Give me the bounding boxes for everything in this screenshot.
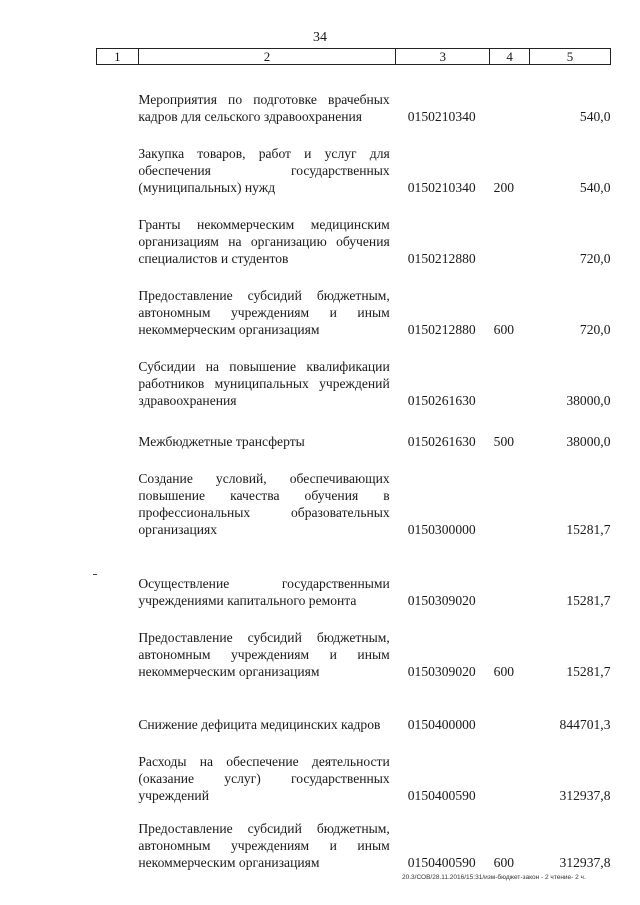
table-row xyxy=(97,450,611,538)
row-amount: 38000,0 xyxy=(566,392,611,408)
row-expense-type xyxy=(490,338,530,409)
table-row xyxy=(97,125,611,196)
row-expense-type xyxy=(490,196,530,267)
table-row xyxy=(97,680,611,733)
row-amount: 720,0 xyxy=(579,321,611,337)
row-name: Предоставление субсидий бюджетным, автономным учреждениям и иным некоммерческим организациям xyxy=(138,629,390,679)
row-amount: 15281,7 xyxy=(566,521,611,537)
row-name: Предоставление субсидий бюджетным, автономным учреждениям и иным некоммерческим организациям xyxy=(138,820,390,870)
row-amount: 38000,0 xyxy=(566,433,611,449)
table-header-row xyxy=(97,49,611,65)
row-expense-type: 200 xyxy=(493,179,515,195)
stray-mark xyxy=(93,574,97,575)
row-expense-type: 600 xyxy=(493,663,515,679)
row-name: Создание условий, обеспечивающих повышение качества обучения в профессиональных образовательных организациях xyxy=(138,470,390,537)
row-name: Мероприятия по подготовке врачебных кадров для сельского здравоохранения xyxy=(138,91,390,124)
row-name: Закупка товаров, работ и услуг для обеспечения государственных (муниципальных) нужд xyxy=(138,145,390,195)
table-row xyxy=(97,267,611,338)
row-expense-type xyxy=(490,65,530,125)
row-code: 0150210340 xyxy=(407,108,476,124)
row-index-cell xyxy=(97,733,139,804)
row-amount: 312937,8 xyxy=(559,854,611,870)
row-code: 0150309020 xyxy=(407,663,476,679)
row-name: Субсидии на повышение квалификации работников муниципальных учреждений здравоохранения xyxy=(138,358,390,408)
row-index-cell xyxy=(97,409,139,450)
row-name: Гранты некоммерческим медицинским организациям на организацию обучения специалистов и студентов xyxy=(138,216,390,266)
row-code: 0150300000 xyxy=(407,521,476,537)
row-expense-type: 500 xyxy=(493,433,515,449)
row-expense-type: 600 xyxy=(493,321,515,337)
table-row xyxy=(97,409,611,450)
row-code: 0150210340 xyxy=(407,179,476,195)
row-amount: 540,0 xyxy=(579,179,611,195)
row-amount: 15281,7 xyxy=(566,663,611,679)
row-name: Снижение дефицита медицинских кадров xyxy=(138,716,381,732)
table-row xyxy=(97,65,611,125)
row-code: 0150400000 xyxy=(407,716,476,732)
row-amount: 720,0 xyxy=(579,250,611,266)
row-index-cell xyxy=(97,804,139,871)
row-expense-type xyxy=(490,680,530,733)
row-code: 0150309020 xyxy=(407,592,476,608)
column-header: 1 xyxy=(97,49,139,65)
column-header: 4 xyxy=(490,49,530,65)
table-row xyxy=(97,196,611,267)
row-code: 0150212880 xyxy=(407,250,476,266)
table-row xyxy=(97,733,611,804)
table-row xyxy=(97,609,611,680)
row-index-cell xyxy=(97,338,139,409)
budget-table xyxy=(96,48,611,871)
row-amount: 312937,8 xyxy=(559,787,611,803)
row-expense-type xyxy=(490,450,530,538)
row-index-cell xyxy=(97,609,139,680)
row-amount: 540,0 xyxy=(579,108,611,124)
table-body xyxy=(97,65,611,871)
row-expense-type xyxy=(490,733,530,804)
row-index-cell xyxy=(97,65,139,125)
column-header: 3 xyxy=(396,49,490,65)
row-code: 0150212880 xyxy=(407,321,476,337)
row-name: Расходы на обеспечение деятельности (оказание услуг) государственных учреждений xyxy=(138,753,390,803)
row-index-cell xyxy=(97,450,139,538)
row-name: Межбюджетные трансферты xyxy=(138,433,305,449)
footer-meta: 20.3/СОВ/28.11.2016/15:31/изм-бюджет-закон - 2 чтение- 2 ч. xyxy=(402,874,586,881)
row-name: Осуществление государственными учреждениями капитального ремонта xyxy=(138,575,390,608)
page-number: 34 xyxy=(313,30,327,45)
row-code: 0150261630 xyxy=(407,433,476,449)
row-expense-type xyxy=(490,538,530,609)
row-name: Предоставление субсидий бюджетным, автономным учреждениям и иным некоммерческим организациям xyxy=(138,287,390,337)
row-amount: 15281,7 xyxy=(566,592,611,608)
row-code: 0150400590 xyxy=(407,787,476,803)
row-index-cell xyxy=(97,680,139,733)
column-header: 2 xyxy=(138,49,395,65)
table-row xyxy=(97,804,611,871)
row-expense-type: 600 xyxy=(493,854,515,870)
table-row xyxy=(97,538,611,609)
row-index-cell xyxy=(97,125,139,196)
table-row xyxy=(97,338,611,409)
row-index-cell xyxy=(97,538,139,609)
row-amount: 844701,3 xyxy=(559,716,611,732)
column-header: 5 xyxy=(530,49,611,65)
row-code: 0150400590 xyxy=(407,854,476,870)
row-index-cell xyxy=(97,267,139,338)
row-code: 0150261630 xyxy=(407,392,476,408)
row-index-cell xyxy=(97,196,139,267)
